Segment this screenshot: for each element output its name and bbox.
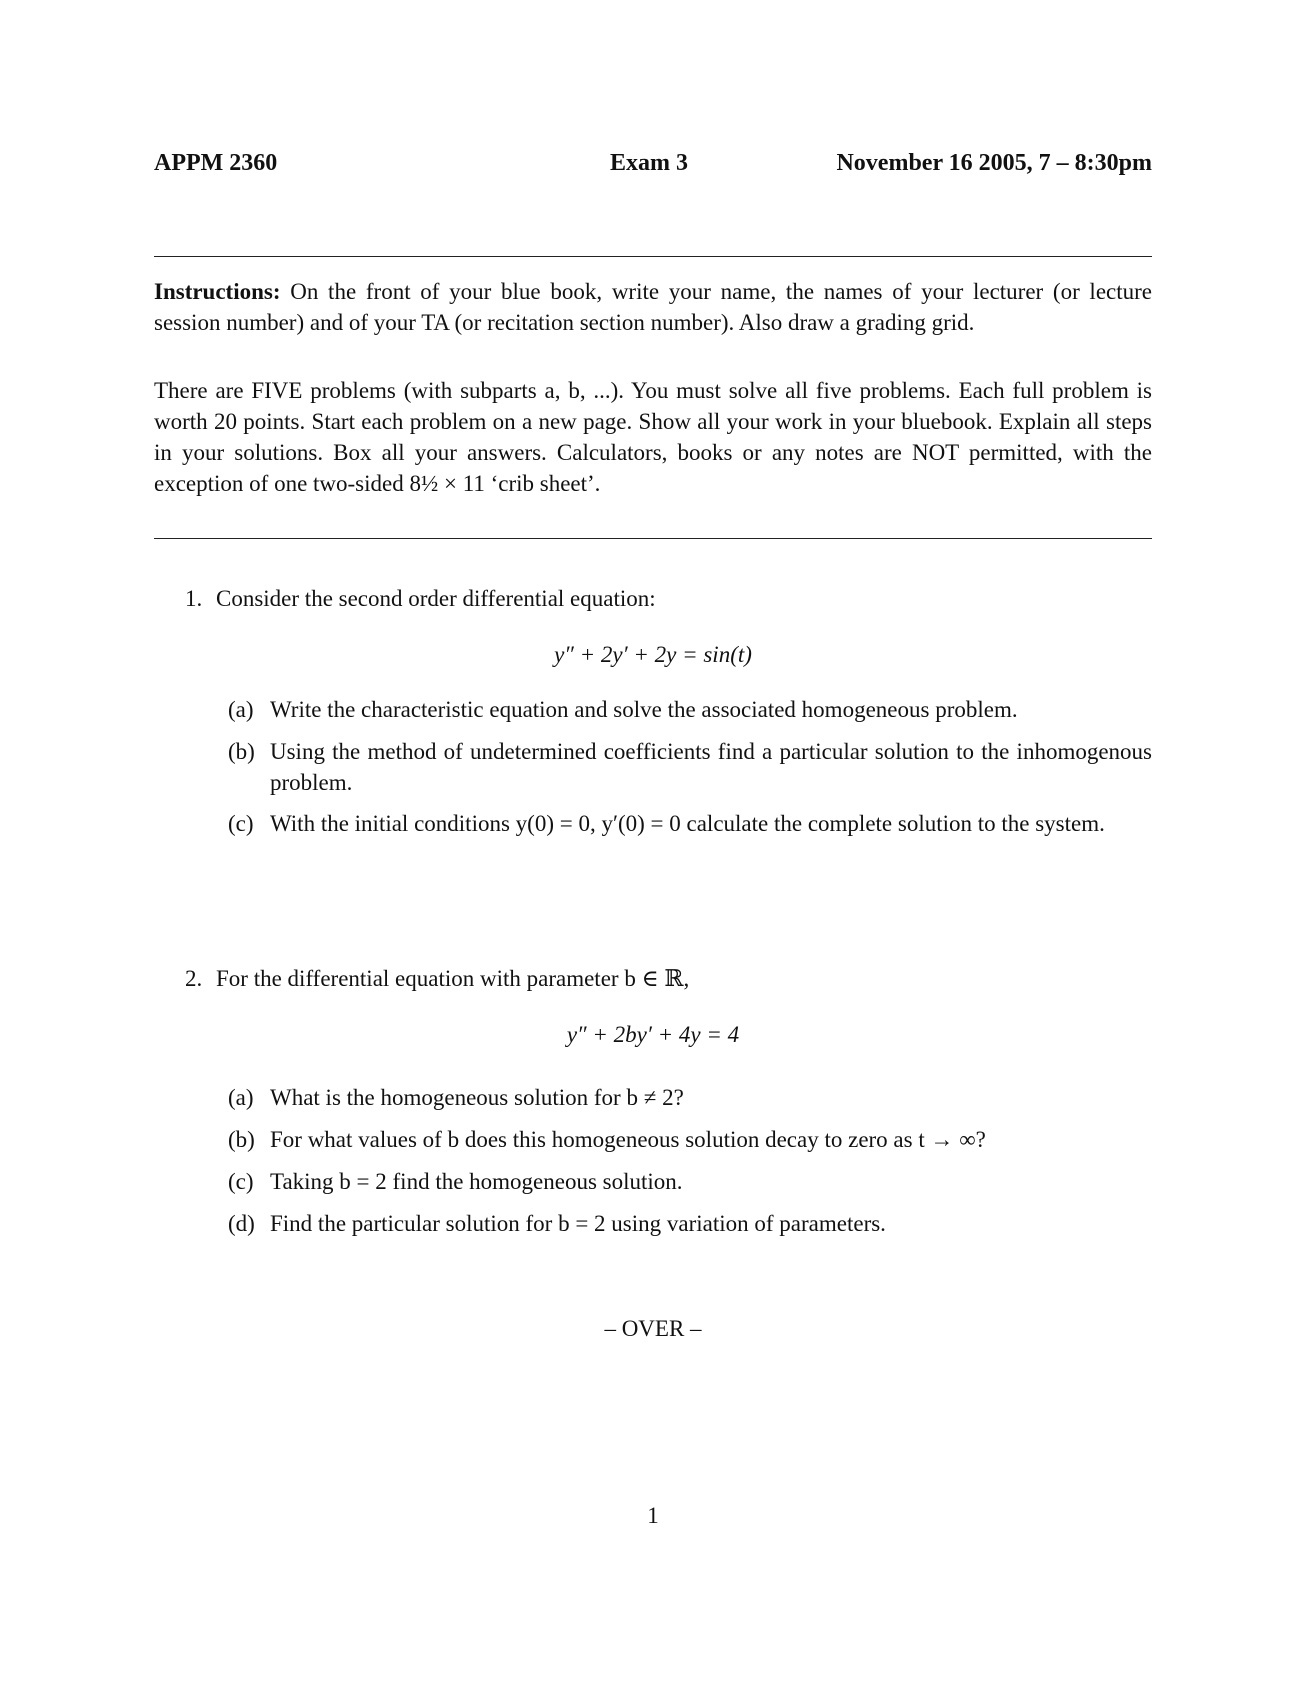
instructions-paragraph — [154, 276, 1152, 338]
problem-1-equation: y″ + 2y′ + 2y = sin(t) — [554, 642, 752, 667]
part-label: (c) — [228, 1169, 254, 1194]
divider-bottom — [154, 538, 1152, 539]
part-label: (c) — [228, 811, 254, 836]
exam-title: Exam 3 — [610, 150, 688, 176]
rules-paragraph — [154, 375, 1152, 499]
part-label: (b) — [228, 739, 255, 764]
problem-number: 2. — [185, 966, 203, 991]
part-text: For what values of b does this homogeneous solution decay to zero as t → ∞? — [270, 1127, 986, 1152]
part-text: Taking b = 2 find the homogeneous solution. — [270, 1169, 683, 1194]
problem-number: 1. — [185, 586, 203, 611]
instructions-text: On the front of your blue book, write your name, the names of your lecturer (or lecture session number) and of your TA (or recitation section number). Also draw a grading grid. — [154, 279, 1153, 335]
exam-header — [154, 150, 1152, 186]
divider-top — [154, 256, 1152, 257]
instructions-label: Instructions: — [154, 279, 281, 304]
rules-text: There are FIVE problems (with subparts a, b, ...). You must solve all five problems. Each full problem is worth 20 points. Start each problem on a new page. Show all your work in your bluebook. Explain all steps in your solutions. Box all your answers. Calculators, books or any notes are NOT permitted, with the exception of one two-sided — [154, 378, 1152, 496]
exam-date: November 16 2005, 7 – 8:30pm — [836, 150, 1152, 176]
part-label: (a) — [228, 1085, 254, 1110]
problem-intro: Consider the second order differential equation: — [216, 586, 656, 611]
part-label: (b) — [228, 1127, 255, 1152]
problem-intro: For the differential equation with parameter b ∈ ℝ, — [216, 966, 690, 991]
part-text: With the initial conditions y(0) = 0, y′(0) = 0 calculate the complete solution to the system. — [270, 811, 1105, 836]
over-indicator: – OVER – — [604, 1316, 702, 1341]
part-text: Write the characteristic equation and solve the associated homogeneous problem. — [270, 697, 1018, 722]
page-number: 1 — [647, 1503, 659, 1528]
course-code: APPM 2360 — [154, 150, 278, 176]
part-text: What is the homogeneous solution for b ≠ 2? — [270, 1085, 684, 1110]
crib-sheet-text: 8½ × 11 ‘crib sheet’. — [409, 471, 601, 496]
problem-2-equation: y″ + 2by′ + 4y = 4 — [566, 1022, 740, 1047]
part-label: (d) — [228, 1211, 255, 1236]
part-text: Find the particular solution for b = 2 using variation of parameters. — [270, 1211, 886, 1236]
part-label: (a) — [228, 697, 254, 722]
part-text: Using the method of undetermined coefficients find a particular solution to the inhomogenous problem. — [270, 739, 1152, 795]
